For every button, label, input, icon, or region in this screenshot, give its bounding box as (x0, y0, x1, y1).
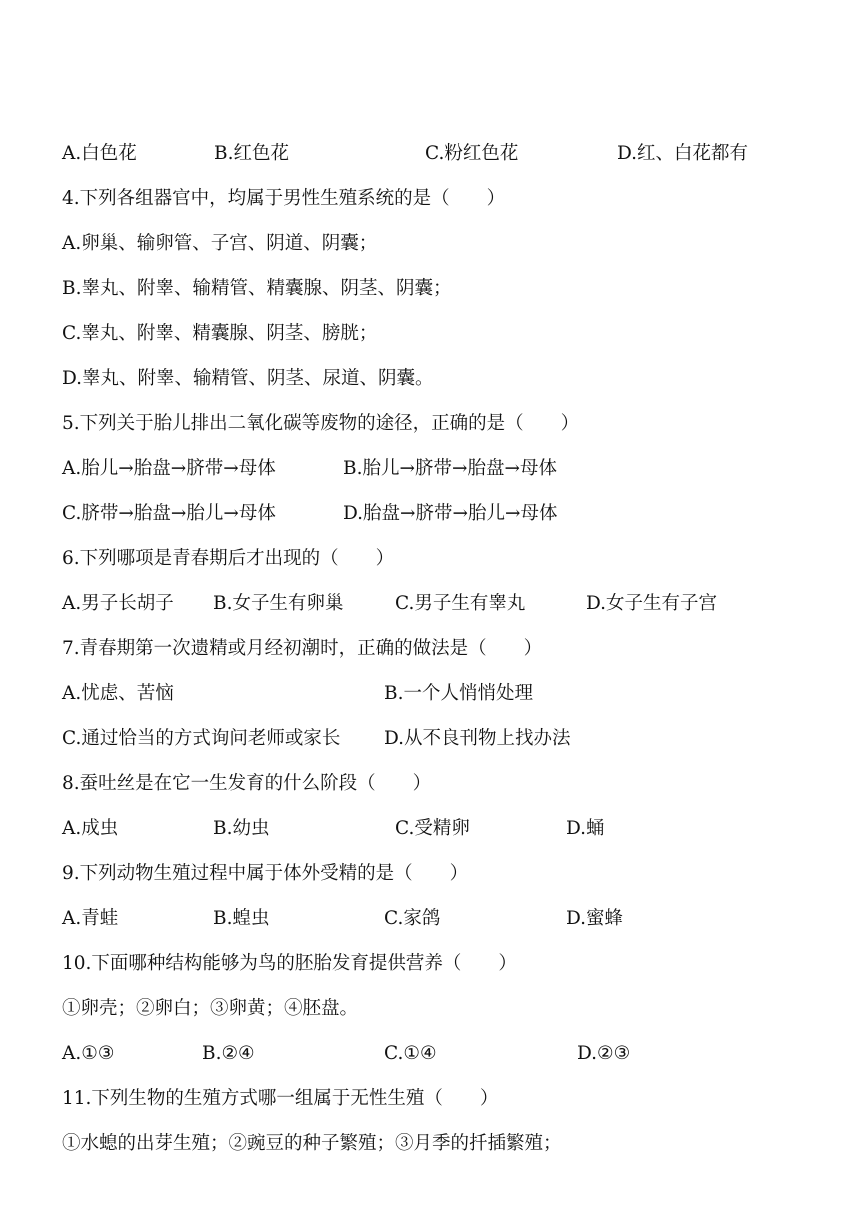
q11-items: ①水螅的出芽生殖；②豌豆的种子繁殖；③月季的扦插繁殖； (62, 1133, 562, 1154)
q6-stem: 6.下列哪项是青春期后才出现的（ ） (62, 548, 395, 569)
q8-option-b: B.幼虫 (213, 818, 270, 839)
q5-option-b: B.胎儿→脐带→胎盘→母体 (343, 458, 557, 479)
q3-option-d: D.红、白花都有 (617, 143, 749, 164)
q8-stem: 8.蚕吐丝是在它一生发育的什么阶段（ ） (62, 773, 432, 794)
q5-option-a: A.胎儿→胎盘→脐带→母体 (62, 458, 276, 479)
q4-option-c: C.睾丸、附睾、精囊腺、阴茎、膀胱； (62, 323, 378, 344)
q6-option-c: C.男子生有睾丸 (395, 593, 526, 614)
q7-option-b: B.一个人悄悄处理 (384, 683, 533, 704)
q10-stem: 10.下面哪种结构能够为鸟的胚胎发育提供营养（ ） (62, 953, 517, 974)
q10-option-a: A.①③ (62, 1043, 115, 1064)
q9-stem: 9.下列动物生殖过程中属于体外受精的是（ ） (62, 863, 469, 884)
q6-option-b: B.女子生有卵巢 (213, 593, 344, 614)
q7-option-d: D.从不良刊物上找办法 (384, 728, 571, 749)
q3-option-a: A.白色花 (62, 143, 137, 164)
q10-items: ①卵壳；②卵白；③卵黄；④胚盘。 (62, 998, 359, 1019)
q10-option-c: C.①④ (384, 1043, 437, 1064)
q5-option-c: C.脐带→胎盘→胎儿→母体 (62, 503, 276, 524)
q6-option-a: A.男子长胡子 (62, 593, 174, 614)
q4-stem: 4.下列各组器官中，均属于男性生殖系统的是（ ） (62, 188, 506, 209)
q3-option-b: B.红色花 (214, 143, 289, 164)
q4-option-d: D.睾丸、附睾、输精管、阴茎、尿道、阴囊。 (62, 368, 434, 389)
q10-option-d: D.②③ (577, 1043, 631, 1064)
q9-option-b: B.蝗虫 (213, 908, 270, 929)
q9-option-c: C.家鸽 (384, 908, 441, 929)
q10-option-b: B.②④ (202, 1043, 255, 1064)
q7-option-a: A.忧虑、苦恼 (62, 683, 174, 704)
q5-option-d: D.胎盘→脐带→胎儿→母体 (343, 503, 558, 524)
q4-option-a: A.卵巢、输卵管、子宫、阴道、阴囊； (62, 233, 378, 254)
q8-option-a: A.成虫 (62, 818, 119, 839)
q9-option-d: D.蜜蜂 (566, 908, 624, 929)
q8-option-d: D.蛹 (566, 818, 605, 839)
q7-option-c: C.通过恰当的方式询问老师或家长 (62, 728, 341, 749)
q4-option-b: B.睾丸、附睾、输精管、精囊腺、阴茎、阴囊； (62, 278, 452, 299)
q5-stem: 5.下列关于胎儿排出二氧化碳等废物的途径，正确的是（ ） (62, 413, 580, 434)
q7-stem: 7.青春期第一次遗精或月经初潮时，正确的做法是（ ） (62, 638, 543, 659)
q11-stem: 11.下列生物的生殖方式哪一组属于无性生殖（ ） (62, 1088, 499, 1109)
q9-option-a: A.青蛙 (62, 908, 119, 929)
q6-option-d: D.女子生有子宫 (586, 593, 718, 614)
q3-option-c: C.粉红色花 (425, 143, 519, 164)
q8-option-c: C.受精卵 (395, 818, 470, 839)
